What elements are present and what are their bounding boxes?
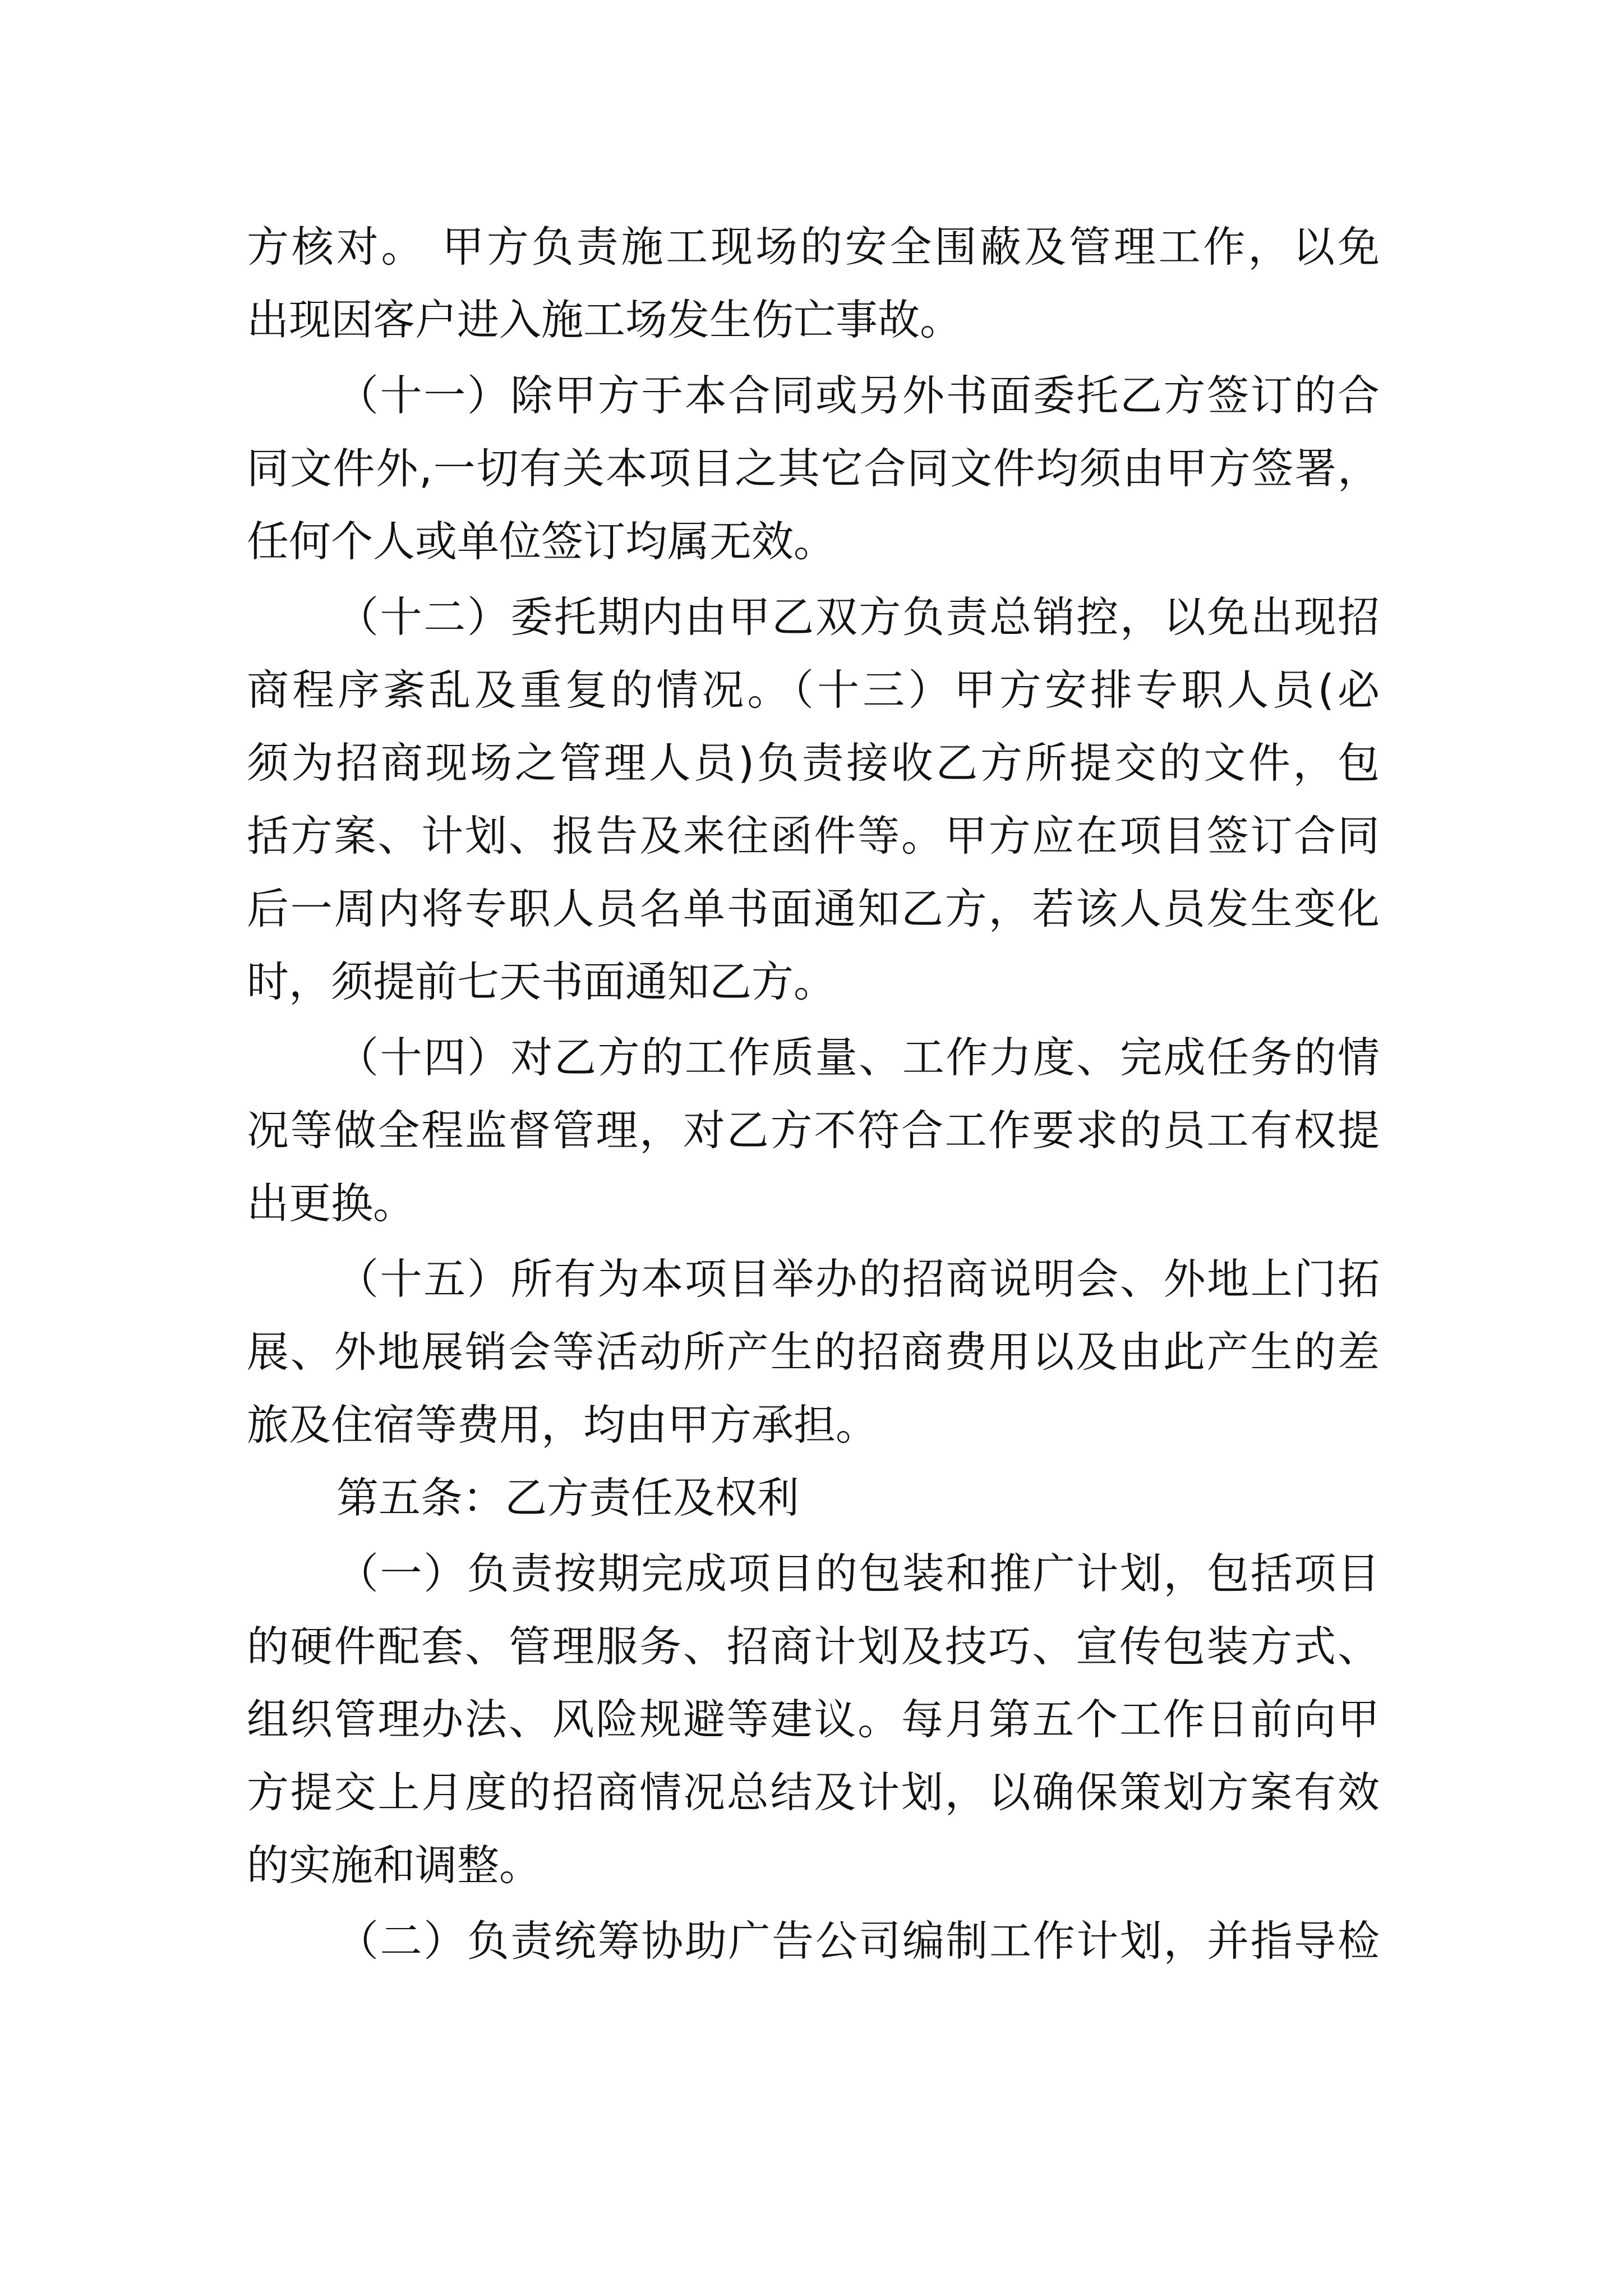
text-line: 组织管理办法、风险规避等建议。每月第五个工作日前向甲 [247, 1695, 1380, 1744]
paragraph-first-line: （一）负责按期完成项目的包装和推广计划，包括项目 [336, 1549, 1380, 1598]
paragraph-first-line: （十一）除甲方于本合同或另外书面委托乙方签订的合 [336, 371, 1380, 420]
text-line: 商程序紊乱及重复的情况。（十三）甲方安排专职人员(必 [247, 665, 1380, 715]
text-line: 展、外地展销会等活动所产生的招商费用以及由此产生的差 [247, 1327, 1380, 1377]
text-line: 方提交上月度的招商情况总结及计划，以确保策划方案有效 [247, 1768, 1380, 1817]
text-line: 须为招商现场之管理人员)负责接收乙方所提交的文件，包 [247, 738, 1380, 788]
text-line: 出现因客户进入施工场发生伤亡事故。 [247, 295, 962, 344]
text-line: 的硬件配套、管理服务、招商计划及技巧、宣传包装方式、 [247, 1622, 1380, 1671]
paragraph-first-line: （十四）对乙方的工作质量、工作力度、完成任务的情 [336, 1033, 1380, 1082]
text-line: 同文件外,一切有关本项目之其它合同文件均须由甲方签署， [247, 444, 1380, 493]
text-line: 任何个人或单位签订均属无效。 [247, 517, 836, 566]
text-line: 况等做全程监督管理，对乙方不符合工作要求的员工有权提 [247, 1106, 1380, 1155]
text-line: 括方案、计划、报告及来往函件等。甲方应在项目签订合同 [247, 811, 1380, 861]
section-heading: 第五条：乙方责任及权利 [336, 1473, 800, 1522]
text-line: 时，须提前七天书面通知乙方。 [247, 957, 836, 1006]
text-line: 后一周内将专职人员名单书面通知乙方，若该人员发生变化 [247, 884, 1380, 933]
paragraph-first-line: （十五）所有为本项目举办的招商说明会、外地上门拓 [336, 1254, 1380, 1304]
paragraph-first-line: （二）负责统筹协助广告公司编制工作计划，并指导检 [336, 1916, 1380, 1966]
text-line: 的实施和调整。 [247, 1841, 542, 1890]
text-line: 旅及住宿等费用，均由甲方承担。 [247, 1400, 878, 1450]
text-line: 出更换。 [247, 1179, 416, 1228]
paragraph-first-line: （十二）委托期内由甲乙双方负责总销控，以免出现招 [336, 592, 1380, 642]
text-line: 方核对。 甲方负责施工现场的安全围蔽及管理工作，以免 [247, 222, 1380, 272]
